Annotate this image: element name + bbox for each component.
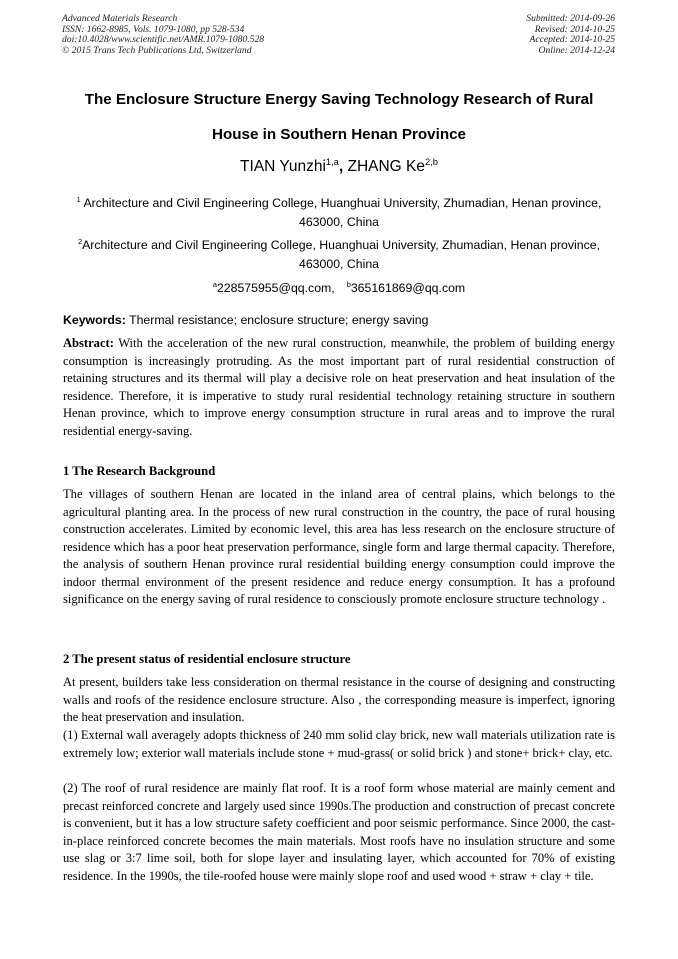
- copyright-line: © 2015 Trans Tech Publications Ltd, Switzerland: [62, 44, 252, 56]
- author-2: ZHANG Ke: [347, 158, 425, 175]
- section-1-heading: 1 The Research Background: [63, 464, 216, 478]
- journal-name: Advanced Materials Research: [62, 13, 178, 24]
- email-line: [40, 281, 638, 295]
- section-2-paragraph-3: (2) The roof of rural residence are mainly flat roof. It is a roof form whose material are mainly cement and precast reinforced concrete and largely used since 1990s.The production and construction of precast concrete is convenient, but it has a low structure safety coefficient and poor seismic performance. Since 2000, the cast-in-place reinforced concrete becomes the main materials. Most roofs have no insulation structure and some use slag or 3:7 lime soil, both for slope layer and insulating layer, which accounted for 70% of existing residence. In the 1990s, the tile-roofed house were mainly slope roof and used wood + straw + clay + tile.: [63, 781, 615, 883]
- paper-title-line-1: The Enclosure Structure Energy Saving Technology Research of Rural: [84, 91, 594, 108]
- submission-dates: [526, 14, 615, 56]
- submitted-date: Submitted: 2014-09-26: [526, 13, 615, 24]
- accepted-date: Accepted: 2014-10-25: [529, 34, 615, 46]
- issn-line: ISSN: 1662-8985, Vols. 1079-1080, pp 528-534: [62, 23, 245, 35]
- section-2-paragraph-1: At present, builders take less consideration on thermal resistance in the course of designing and constructing walls and roofs of the residence enclosure structure. Also , the corresponding measure is imperfect, ignoring the heat preservation and insulation.: [63, 675, 615, 724]
- doi-line: doi:10.4028/www.scientific.net/AMR.1079-1080.528: [62, 34, 265, 46]
- online-date: Online: 2014-12-24: [538, 44, 615, 56]
- affiliation-1: [60, 194, 618, 232]
- section-1-paragraph: The villages of southern Henan are located in the inland area of central plains, which belongs to the agricultural planting area. In the process of new rural construction in the country, the pace of rural housing construction accelerates. Limited by economic level, this area has less research on the enclosure structure of residence which has a poor heat preservation performance, single form and large thermal capacity. Therefore, the analysis of southern Henan province rural residential building energy consumption could improve the indoor thermal environment of the present residence and reduce energy consumption. It has a profound significance on the energy saving of rural residence to consciously promote enclosure structure technology .: [63, 487, 615, 606]
- section-2-heading: 2 The present status of residential enclosure structure: [63, 652, 351, 666]
- affiliation-2-mark: 2: [78, 236, 83, 246]
- keywords-label: Keywords:: [63, 313, 126, 327]
- keywords-text: Thermal resistance; enclosure structure; energy saving: [125, 313, 429, 327]
- author-2-affiliation-mark: 2,b: [425, 156, 438, 167]
- abstract: [63, 335, 615, 440]
- author-separator: ,: [338, 158, 348, 175]
- affiliation-2-text: Architecture and Civil Engineering College, Huanghuai University, Zhumadian, Henan province, 463000, China: [82, 238, 600, 271]
- author-1: TIAN Yunzhi: [240, 158, 326, 175]
- affiliation-1-text: Architecture and Civil Engineering College, Huanghuai University, Zhumadian, Henan province, 463000, China: [80, 196, 602, 229]
- email-a-mark: a: [212, 279, 217, 289]
- email-b-mark: b: [346, 279, 351, 289]
- publication-info: [62, 14, 264, 56]
- author-line: [40, 158, 638, 176]
- affiliation-1-mark: 1: [76, 194, 81, 204]
- author-1-affiliation-mark: 1,a: [325, 156, 339, 167]
- abstract-label: Abstract:: [63, 336, 114, 350]
- revised-date: Revised: 2014-10-25: [534, 23, 615, 35]
- paper-title-line-2: House in Southern Henan Province: [211, 126, 466, 143]
- keywords: [63, 313, 428, 327]
- email-b: 365161869@qq.com: [350, 281, 466, 295]
- abstract-text: With the acceleration of the new rural construction, meanwhile, the problem of building energy consumption is increasingly protruding. As the most important part of rural residential construction of retaining structures and its thermal will play a decisive role on heat preservation and heat insulation of the residence. Therefore, it is imperative to study rural residential technology retaining structure in southern Henan province, which to improve energy consumption structure in rural areas and to improve the rural residential energy-saving.: [63, 336, 615, 438]
- section-2-paragraph-2: (1) External wall averagely adopts thickness of 240 mm solid clay brick, new wall materials utilization rate is extremely low; exterior wall materials include stone + mud-grass( or solid brick ) and stone+ brick+ clay, etc.: [63, 728, 615, 760]
- affiliation-2: [60, 236, 618, 274]
- email-a: 228575955@qq.com,: [216, 281, 335, 295]
